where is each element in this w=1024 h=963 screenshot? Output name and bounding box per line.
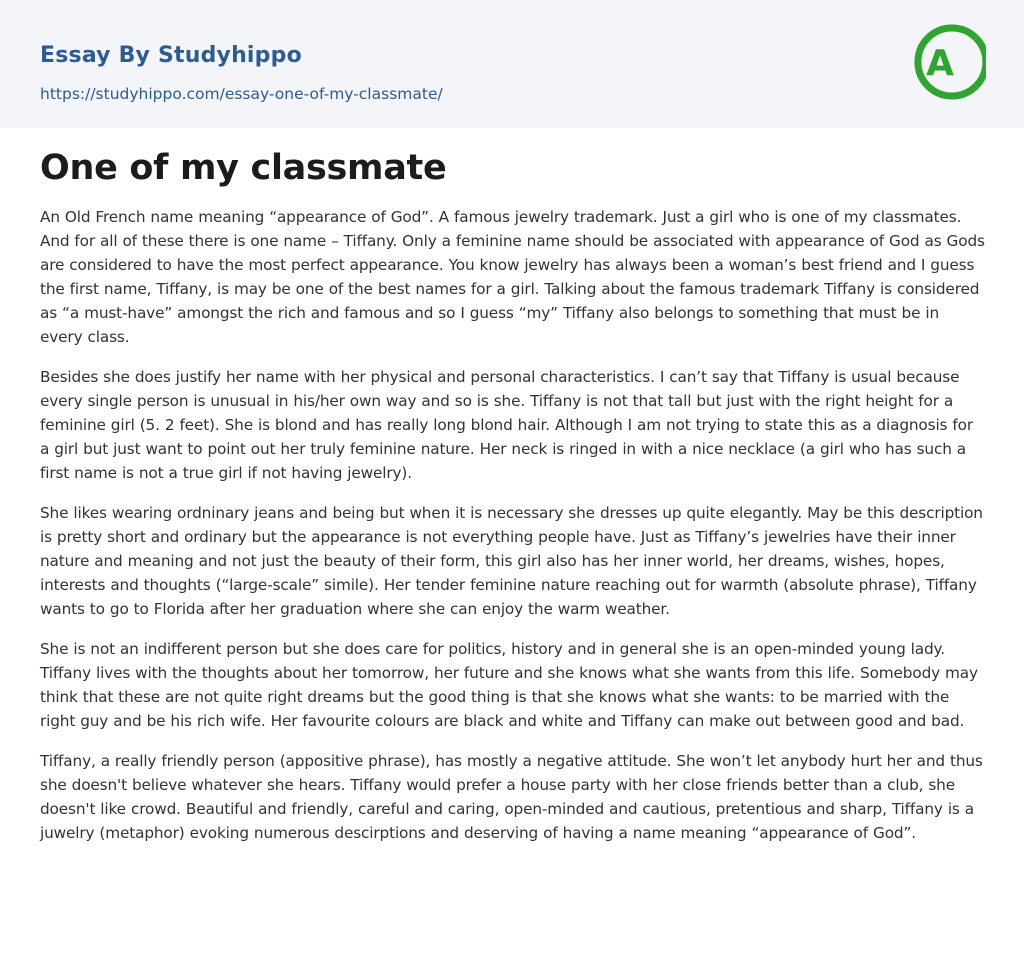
- logo-letter: A: [926, 43, 954, 84]
- essay-paragraph: Besides she does justify her name with her physical and personal characteristics. I can’t say that Tiffany is usual because every single person is unusual in his/her own way and so is she. Tiffany is not that tall but just with the right height for a feminine girl (5. 2 feet). She is blond and has really long blond hair. Although I am not trying to state this as a diagnosis for a girl but just want to point out her truly feminine nature. Her neck is ringed in with a nice necklace (a girl who has such a first name is not a true girl if not having jewelry).: [40, 368, 973, 482]
- site-brand[interactable]: Essay By Studyhippo: [40, 43, 302, 68]
- essay-url-link[interactable]: https://studyhippo.com/essay-one-of-my-classmate/: [40, 85, 443, 103]
- essay-paragraph: An Old French name meaning “appearance of God”. A famous jewelry trademark. Just a girl who is one of my classmates. And for all of these there is one name – Tiffany. Only a feminine name should be associated with appearance of God as Gods are considered to have the most perfect appearance. You know jewelry has always been a woman’s best friend and I guess the first name, Tiffany, is may be one of the best names for a girl. Talking about the famous trademark Tiffany is considered as “a must-have” amongst the rich and famous and so I guess “my” Tiffany also belongs to something that must be in every class.: [40, 208, 985, 346]
- essay-title: One of my classmate: [40, 148, 447, 188]
- essay-paragraph: She likes wearing ordninary jeans and being but when it is necessary she dresses up quite elegantly. May be this description is pretty short and ordinary but the appearance is not everything people have. Just as Tiffany’s jewelries have their inner nature and meaning and not just the beauty of their form, this girl also has her inner world, her dreams, wishes, hopes, interests and thoughts (“large-scale” simile). Her tender feminine nature reaching out for warmth (absolute phrase), Tiffany wants to go to Florida after her graduation where she can enjoy the warm weather.: [40, 504, 983, 618]
- essay-paragraph: She is not an indifferent person but she does care for politics, history and in general she is an open-minded young lady. Tiffany lives with the thoughts about her tomorrow, her future and she knows what she wants from this life. Somebody may think that these are not quite right dreams but the good thing is that she knows what she wants: to be married with the right guy and be his rich wife. Her favourite colours are black and white and Tiffany can make out between good and bad.: [40, 640, 978, 730]
- essay-article: [40, 145, 986, 861]
- site-header: [0, 0, 1024, 128]
- essay-body: [40, 205, 986, 845]
- essay-paragraph: Tiffany, a really friendly person (appositive phrase), has mostly a negative attitude. She won’t let anybody hurt her and thus she doesn't believe whatever she hears. Tiffany would prefer a house party with her close friends better than a club, she doesn't like crowd. Beautiful and friendly, careful and caring, open-minded and cautious, pretentious and sharp, Tiffany is a juwelry (metaphor) evoking numerous descirptions and deserving of having a name meaning “appearance of God”.: [40, 752, 983, 842]
- studyhippo-logo-icon[interactable]: [914, 20, 986, 104]
